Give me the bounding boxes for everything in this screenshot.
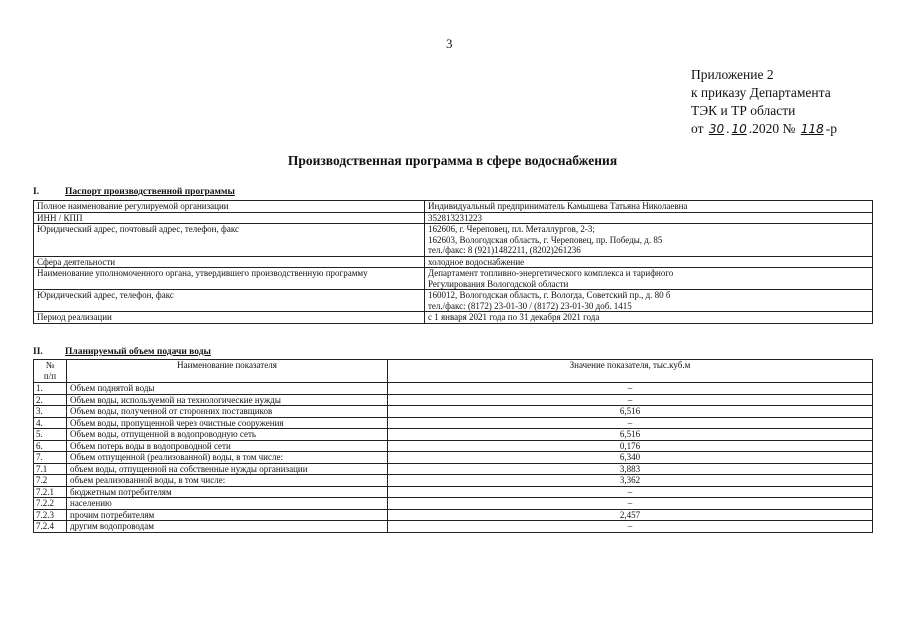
header-value: Значение показателя, тыс.куб.м: [388, 360, 873, 383]
row-name: населению: [67, 498, 388, 510]
table-row: [34, 383, 873, 395]
appendix-date-line: от 30 . 10 .2020 № 118 -р: [691, 121, 837, 136]
row-number: 6.: [34, 440, 67, 452]
row-number: 4.: [34, 417, 67, 429]
row-value: –: [388, 383, 873, 395]
appendix-line-1: Приложение 2: [691, 67, 774, 82]
section-2-label: Планируемый объем подачи воды: [65, 347, 211, 357]
row-name: Объем воды, пропущенной через очистные сооружения: [67, 417, 388, 429]
section-1-heading: [33, 187, 235, 197]
passport-field-value: [425, 312, 873, 324]
passport-field-value: [425, 224, 873, 257]
table-row: [34, 417, 873, 429]
passport-field-label: Полное наименование регулируемой организации: [34, 201, 425, 213]
row-name: Объем воды, полученной от сторонних поставщиков: [67, 406, 388, 418]
table-row: [34, 394, 873, 406]
passport-value-line: 162606, г. Череповец, пл. Металлургов, 2-3;: [428, 224, 595, 234]
document-title: Производственная программа в сфере водоснабжения: [287, 153, 618, 168]
passport-table: [33, 200, 873, 324]
passport-value-line: 160012, Вологодская область, г. Вологда, Советский пр., д. 80 б: [428, 290, 671, 300]
row-number: 7.2.4: [34, 521, 67, 533]
row-value: 3,362: [388, 475, 873, 487]
row-value: 0,176: [388, 440, 873, 452]
row-value: –: [388, 486, 873, 498]
passport-field-label: Сфера деятельности: [34, 256, 425, 268]
header-num-line-1: №: [45, 360, 55, 370]
row-name: другим водопроводам: [67, 521, 388, 533]
row-name: Объем воды, отпущенной в водопроводную сеть: [67, 429, 388, 441]
row-value: 6,516: [388, 429, 873, 441]
row-number: 2.: [34, 394, 67, 406]
passport-field-label: Наименование уполномоченного органа, утвердившего производственную программу: [34, 268, 425, 290]
row-value: –: [388, 521, 873, 533]
section-1-number: I.: [33, 187, 40, 197]
row-number: 7.2: [34, 475, 67, 487]
passport-field-value: [425, 256, 873, 268]
page-number: 3: [446, 36, 453, 51]
row-name: Объем отпущенной (реализованной) воды, в том числе:: [67, 452, 388, 464]
row-name: объем реализованной воды, в том числе:: [67, 475, 388, 487]
section-2-number: II.: [33, 347, 43, 357]
date-year: .2020 №: [748, 121, 796, 136]
row-value: –: [388, 417, 873, 429]
table-row: [34, 290, 873, 312]
passport-value-line: холодное водоснабжение: [428, 256, 525, 267]
water-volume-table: [33, 359, 873, 533]
row-name: Объем потерь воды в водопроводной сети: [67, 440, 388, 452]
row-number: 1.: [34, 383, 67, 395]
appendix-line-3: ТЭК и ТР области: [691, 103, 796, 118]
table-row: [34, 521, 873, 533]
row-number: 3.: [34, 406, 67, 418]
table-row: [34, 475, 873, 487]
row-number: 5.: [34, 429, 67, 441]
header-num-line-2: п/п: [43, 370, 57, 381]
passport-field-label: Юридический адрес, телефон, факс: [34, 290, 425, 312]
passport-field-value: [425, 212, 873, 224]
table-row: [34, 498, 873, 510]
passport-field-value: [425, 290, 873, 312]
row-number: 7.: [34, 452, 67, 464]
passport-value-line: Департамент топливно-энергетического комплекса и тарифного: [428, 268, 674, 278]
table-row: [34, 429, 873, 441]
passport-value-line: 162603, Вологодская область, г. Череповец, пр. Победы, д. 85: [428, 234, 663, 245]
order-suffix: -р: [825, 121, 837, 136]
table-row: [34, 463, 873, 475]
table-row: [34, 212, 873, 224]
table-header-row: [34, 360, 873, 383]
row-name: бюджетным потребителям: [67, 486, 388, 498]
row-value: 6,340: [388, 452, 873, 464]
row-value: –: [388, 394, 873, 406]
row-value: 3,883: [388, 463, 873, 475]
date-day: 30: [708, 122, 725, 136]
appendix-line-2: к приказу Департамента: [691, 85, 831, 100]
table-row: [34, 268, 873, 290]
row-number: 7.1: [34, 463, 67, 475]
passport-field-label: ИНН / КПП: [34, 212, 425, 224]
appendix-block: [691, 66, 837, 138]
date-prefix: от: [691, 121, 704, 136]
table-row: [34, 452, 873, 464]
passport-field-value: [425, 268, 873, 290]
passport-field-label: Юридический адрес, почтовый адрес, телефон, факс: [34, 224, 425, 257]
row-value: 2,457: [388, 509, 873, 521]
table-row: [34, 440, 873, 452]
date-month: 10: [731, 122, 747, 136]
passport-value-line: тел./факс: (8172) 23-01-30 / (8172) 23-01-30 доб. 1415: [428, 300, 632, 311]
table-row: [34, 486, 873, 498]
table-row: [34, 256, 873, 268]
row-number: 7.2.2: [34, 498, 67, 510]
row-value: –: [388, 498, 873, 510]
row-name: Объем поднятой воды: [67, 383, 388, 395]
passport-value-line: Регулирования Вологодской области: [428, 278, 569, 289]
table-row: [34, 312, 873, 324]
row-name: прочим потребителям: [67, 509, 388, 521]
passport-field-label: Период реализации: [34, 312, 425, 324]
row-number: 7.2.1: [34, 486, 67, 498]
order-number: 118: [800, 122, 824, 136]
table-row: [34, 509, 873, 521]
row-name: Объем воды, используемой на технологические нужды: [67, 394, 388, 406]
table-row: [34, 201, 873, 213]
section-1-label: Паспорт производственной программы: [65, 187, 235, 197]
passport-value-line: 352813231223: [428, 212, 482, 223]
row-value: 6,516: [388, 406, 873, 418]
table-row: [34, 406, 873, 418]
header-name: Наименование показателя: [67, 360, 388, 383]
passport-value-line: с 1 января 2021 года по 31 декабря 2021 года: [428, 312, 600, 322]
section-2-heading: [33, 347, 211, 357]
table-row: [34, 224, 873, 257]
row-number: 7.2.3: [34, 509, 67, 521]
header-num: [34, 360, 67, 383]
row-name: объем воды, отпущенной на собственные нужды организации: [67, 463, 388, 475]
passport-value-line: Индивидуальный предприниматель Камышева Татьяна Николаевна: [428, 201, 688, 211]
passport-field-value: [425, 201, 873, 213]
passport-value-line: тел./факс: 8 (921)1482211, (8202)261236: [428, 245, 581, 255]
